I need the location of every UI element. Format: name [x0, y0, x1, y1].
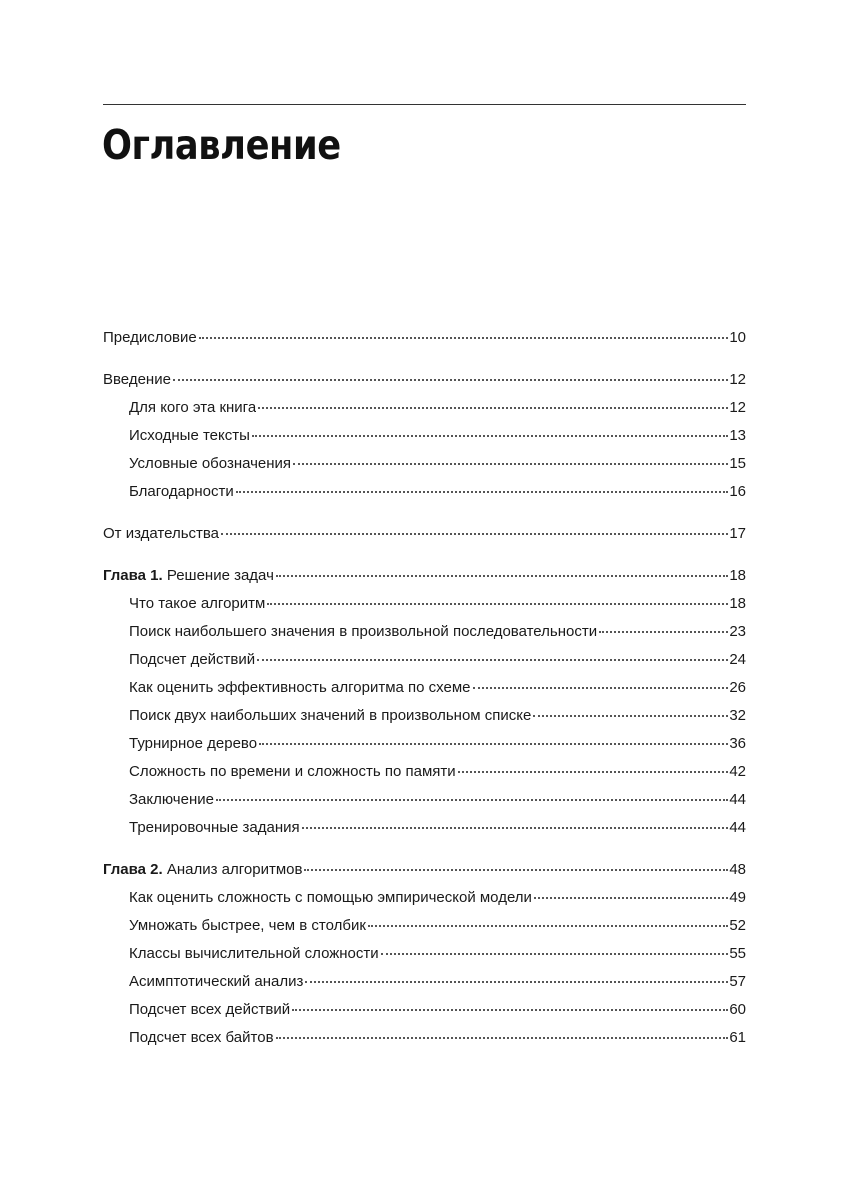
toc-entry-text: Поиск наибольшего значения в произвольной последовательности — [129, 623, 598, 640]
toc-entry-text: Умножать быстрее, чем в столбик — [129, 917, 366, 934]
toc-section-entry[interactable] — [103, 422, 746, 450]
toc-page-number: 24 — [729, 651, 746, 668]
toc-entry-text: Как оценить эффективность алгоритма по схеме — [129, 679, 471, 696]
toc-page-number: 18 — [729, 595, 746, 612]
toc-chapter-entry[interactable] — [103, 324, 746, 352]
toc-entry-text: Исходные тексты — [129, 427, 250, 444]
toc-entry-title — [129, 590, 265, 618]
toc-entry-text: Предисловие — [103, 329, 197, 346]
dot-leader — [381, 953, 729, 955]
toc-section-entry[interactable] — [103, 786, 746, 814]
toc-section-entry[interactable] — [103, 478, 746, 506]
toc-chapter-entry[interactable] — [103, 562, 746, 590]
dot-leader — [259, 743, 728, 745]
toc-page-number: 55 — [729, 945, 746, 962]
dot-leader — [292, 1009, 728, 1011]
toc-entry-text: Турнирное дерево — [129, 735, 258, 752]
toc-entry-title — [129, 758, 456, 786]
toc-page-number: 42 — [729, 763, 746, 780]
toc-entry-title — [129, 702, 531, 730]
toc-entry-title — [129, 884, 532, 912]
toc-page-number: 52 — [729, 917, 746, 934]
toc-section-entry[interactable] — [103, 884, 746, 912]
toc-entry-title — [129, 940, 379, 968]
toc-entry-text: Классы вычислительной сложности — [129, 945, 379, 962]
dot-leader — [216, 799, 728, 801]
page-title: Оглавление — [102, 121, 341, 169]
toc-entry-text: Сложность по времени и сложность по памяти — [129, 763, 456, 780]
toc-entry-text: Как оценить сложность с помощью эмпирической модели — [129, 889, 532, 906]
toc-section-entry[interactable] — [103, 674, 746, 702]
toc-entry-text: Введение — [103, 371, 171, 388]
toc-entry-text: Анализ алгоритмов — [166, 861, 303, 878]
toc-entry-text: Поиск двух наибольших значений в произвольном списке — [129, 707, 532, 724]
toc-page-number: 13 — [729, 427, 746, 444]
toc-entry-title — [129, 646, 255, 674]
toc-section-entry[interactable] — [103, 968, 746, 996]
dot-leader — [276, 1037, 729, 1039]
toc-entry-text: Подсчет всех действий — [129, 1001, 291, 1018]
toc-page-number: 61 — [729, 1029, 746, 1046]
toc-section-entry[interactable] — [103, 394, 746, 422]
toc-entry-title — [129, 996, 290, 1024]
dot-leader — [302, 827, 729, 829]
toc-page-number: 49 — [729, 889, 746, 906]
toc-entry-text: От издательства — [103, 525, 220, 542]
toc-entry-title — [103, 562, 274, 590]
toc-chapter-number: Глава 2. — [103, 861, 163, 878]
dot-leader — [533, 715, 728, 717]
toc-chapter-entry[interactable] — [103, 520, 746, 548]
top-rule — [103, 104, 746, 105]
toc-section-entry[interactable] — [103, 1024, 746, 1052]
dot-leader — [599, 631, 728, 633]
toc-page-number: 12 — [729, 399, 746, 416]
toc-entry-title — [129, 618, 597, 646]
toc-section-entry[interactable] — [103, 814, 746, 842]
toc-page-number: 26 — [729, 679, 746, 696]
toc-section-entry[interactable] — [103, 996, 746, 1024]
toc-page-number: 18 — [729, 567, 746, 584]
toc-page-number: 12 — [729, 371, 746, 388]
toc-chapter-entry[interactable] — [103, 366, 746, 394]
toc-section-entry[interactable] — [103, 758, 746, 786]
toc-entry-title — [129, 422, 250, 450]
toc-page-number: 48 — [729, 861, 746, 878]
toc-page-number: 36 — [729, 735, 746, 752]
toc-entry-text: Благодарности — [129, 483, 234, 500]
toc-entry-title — [103, 856, 302, 884]
toc-page-number: 16 — [729, 483, 746, 500]
toc-page-number: 23 — [729, 623, 746, 640]
dot-leader — [305, 981, 728, 983]
toc-page-number: 60 — [729, 1001, 746, 1018]
toc-entry-text: Асимптотический анализ — [129, 973, 304, 990]
dot-leader — [368, 925, 728, 927]
toc-entry-text: Решение задач — [166, 567, 274, 584]
toc-page-number: 57 — [729, 973, 746, 990]
toc-entry-title — [103, 520, 219, 548]
table-of-contents — [103, 324, 746, 1052]
toc-section-entry[interactable] — [103, 646, 746, 674]
toc-page-number: 44 — [729, 791, 746, 808]
toc-section-entry[interactable] — [103, 912, 746, 940]
toc-entry-title — [129, 912, 366, 940]
dot-leader — [236, 491, 729, 493]
dot-leader — [267, 603, 728, 605]
toc-entry-title — [129, 786, 214, 814]
dot-leader — [473, 687, 729, 689]
toc-entry-text: Тренировочные задания — [129, 819, 300, 836]
toc-entry-title — [103, 324, 197, 352]
toc-section-entry[interactable] — [103, 618, 746, 646]
toc-page-number: 17 — [729, 525, 746, 542]
toc-chapter-number: Глава 1. — [103, 567, 163, 584]
toc-entry-title — [129, 1024, 274, 1052]
toc-entry-title — [129, 674, 471, 702]
toc-chapter-entry[interactable] — [103, 856, 746, 884]
toc-entry-title — [103, 366, 171, 394]
toc-section-entry[interactable] — [103, 590, 746, 618]
dot-leader — [252, 435, 728, 437]
toc-page-number: 44 — [729, 819, 746, 836]
toc-section-entry[interactable] — [103, 940, 746, 968]
toc-entry-text: Что такое алгоритм — [129, 595, 266, 612]
toc-section-entry[interactable] — [103, 702, 746, 730]
toc-entry-text: Заключение — [129, 791, 214, 808]
toc-entry-title — [129, 450, 291, 478]
toc-entry-title — [129, 478, 234, 506]
dot-leader — [293, 463, 728, 465]
toc-entry-text: Для кого эта книга — [129, 399, 257, 416]
toc-entry-title — [129, 394, 256, 422]
toc-entry-title — [129, 814, 300, 842]
toc-page-number: 32 — [729, 707, 746, 724]
toc-entry-text: Условные обозначения — [129, 455, 292, 472]
toc-entry-title — [129, 730, 257, 758]
dot-leader — [173, 379, 728, 381]
toc-section-entry[interactable] — [103, 450, 746, 478]
dot-leader — [534, 897, 728, 899]
dot-leader — [199, 337, 729, 339]
toc-entry-title — [129, 968, 303, 996]
toc-entry-text: Подсчет всех байтов — [129, 1029, 274, 1046]
dot-leader — [257, 659, 728, 661]
dot-leader — [258, 407, 728, 409]
toc-entry-text: Подсчет действий — [129, 651, 256, 668]
dot-leader — [276, 575, 728, 577]
toc-page-number: 15 — [729, 455, 746, 472]
dot-leader — [304, 869, 728, 871]
toc-page-number: 10 — [729, 329, 746, 346]
toc-section-entry[interactable] — [103, 730, 746, 758]
dot-leader — [221, 533, 728, 535]
dot-leader — [458, 771, 729, 773]
